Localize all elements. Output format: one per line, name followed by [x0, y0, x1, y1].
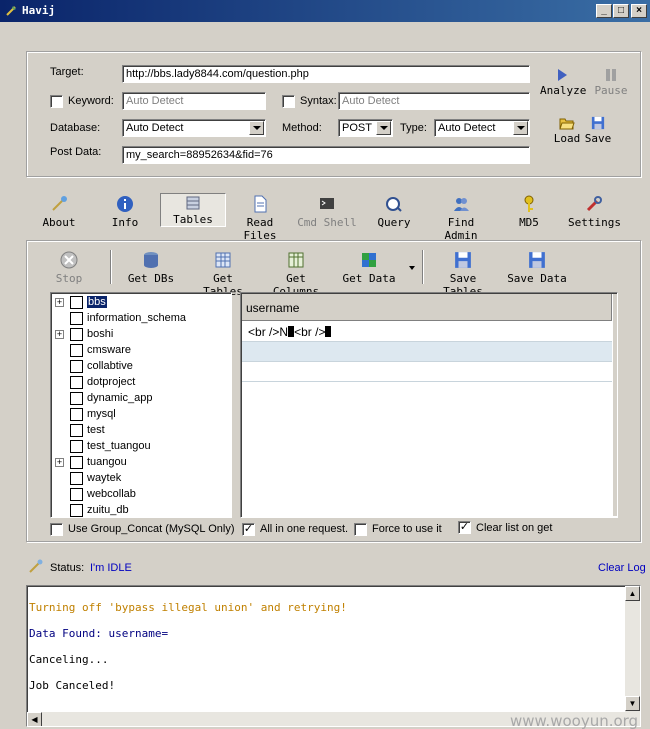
log-line: Turning off 'bypass illegal union' and retrying! [29, 601, 347, 614]
type-select-value: Auto Detect [438, 122, 496, 134]
folder-open-icon [559, 116, 575, 130]
target-input[interactable]: http://bbs.lady8844.com/question.php [122, 65, 530, 83]
status-label: Status: [50, 562, 85, 574]
tree-item-label: test_tuangou [87, 440, 151, 452]
data-icon [360, 251, 378, 269]
maximize-button[interactable]: □ [613, 4, 629, 18]
expand-icon[interactable]: + [56, 457, 63, 467]
tree-item-checkbox[interactable] [70, 296, 83, 309]
tree-item-label: bbs [88, 296, 106, 308]
tree-item[interactable] [51, 359, 231, 375]
tree-item[interactable] [51, 487, 231, 503]
keyword-checkbox[interactable] [50, 95, 63, 108]
close-button[interactable]: × [631, 4, 647, 18]
all-in-one-label: All in one request. [260, 523, 349, 535]
tree-item[interactable] [51, 311, 231, 327]
nav-about[interactable]: About [40, 195, 78, 229]
tree-item[interactable] [51, 503, 231, 518]
grid-header-label: username [246, 301, 300, 315]
nav-tables[interactable]: Tables [160, 193, 226, 227]
database-select[interactable] [122, 119, 266, 137]
stop-icon [60, 251, 78, 269]
toolbar-separator [110, 250, 112, 284]
grid-edge [613, 294, 617, 516]
toolbar-separator [422, 250, 424, 284]
tools-icon [585, 195, 603, 213]
grid-column-header[interactable] [242, 294, 612, 321]
post-data-label: Post Data: [50, 146, 102, 158]
database-label: Database: [50, 122, 101, 134]
type-label: Type: [400, 122, 427, 134]
force-checkbox[interactable] [354, 523, 367, 536]
tree-item-checkbox[interactable] [70, 344, 83, 357]
nav-md5[interactable]: MD5 [514, 195, 544, 229]
expand-icon[interactable]: + [56, 329, 63, 339]
tree-item-label: tuangou [87, 456, 127, 468]
tree-item-label: mysql [87, 408, 116, 420]
terminal-icon [318, 195, 336, 213]
tree-item[interactable] [51, 391, 231, 407]
tree-item[interactable] [51, 407, 231, 423]
tree-item-label: collabtive [87, 360, 133, 372]
watermark: www.wooyun.org [510, 712, 639, 729]
save-tables-button[interactable]: Save [428, 251, 498, 298]
floppy-disk-icon [590, 116, 606, 130]
pause-icon [604, 68, 618, 82]
table-icon [186, 196, 200, 210]
scroll-left-icon[interactable]: ◀ [27, 712, 42, 727]
data-grid[interactable] [240, 292, 618, 518]
tree-item-checkbox[interactable] [70, 360, 83, 373]
chevron-down-icon[interactable] [376, 121, 391, 135]
database-icon [142, 251, 160, 269]
get-data-dropdown-icon[interactable] [409, 266, 415, 270]
scroll-down-icon[interactable]: ▼ [625, 696, 640, 711]
clear-log-link[interactable]: Clear Log [598, 562, 646, 574]
tree-item-checkbox[interactable] [70, 328, 83, 341]
floppy-disk-icon [454, 251, 472, 269]
tree-item[interactable] [51, 375, 231, 391]
title-bar[interactable] [0, 0, 650, 22]
tree-item-label: information_schema [87, 312, 187, 324]
method-select-value: POST [342, 122, 372, 134]
columns-icon [287, 251, 305, 269]
method-label: Method: [282, 122, 322, 134]
nav-read-files[interactable]: Read Files [228, 195, 292, 242]
tree-item[interactable] [51, 343, 231, 359]
tree-item[interactable] [51, 423, 231, 439]
keyword-input[interactable]: Auto Detect [122, 92, 266, 110]
tree-item[interactable] [51, 439, 231, 455]
tree-item[interactable] [51, 471, 231, 487]
get-data-button[interactable]: Get Data [342, 251, 396, 285]
status-wand-icon [28, 558, 44, 574]
stop-button[interactable]: Stop [52, 251, 86, 285]
nav-find-admin[interactable]: Find Admin [428, 195, 494, 242]
wand-icon [50, 195, 68, 213]
tree-item-label: dynamic_app [87, 392, 153, 404]
scroll-up-icon[interactable]: ▲ [625, 586, 640, 601]
syntax-input[interactable]: Auto Detect [338, 92, 530, 110]
tree-item-label: waytek [87, 472, 122, 484]
log-panel[interactable] [26, 585, 641, 727]
save-button[interactable]: Save [583, 116, 613, 145]
group-concat-checkbox[interactable] [50, 523, 63, 536]
target-label: Target: [50, 66, 84, 78]
play-icon [556, 68, 568, 82]
tree-item[interactable] [51, 327, 231, 343]
tree-item-checkbox[interactable] [70, 456, 83, 469]
expand-icon[interactable]: + [56, 297, 63, 307]
tree-item-checkbox[interactable] [70, 424, 83, 437]
users-icon [452, 195, 470, 213]
type-select[interactable] [434, 119, 530, 137]
save-data-button[interactable]: Save Data [506, 251, 568, 285]
method-select[interactable] [338, 119, 393, 137]
database-select-value: Auto Detect [126, 122, 184, 134]
tree-item-checkbox[interactable] [70, 504, 83, 517]
group-concat-label: Use Group_Concat (MySQL Only) [68, 523, 235, 535]
status-value: I'm IDLE [90, 562, 132, 574]
tree-item-checkbox[interactable] [70, 488, 83, 501]
grid-row[interactable] [242, 322, 612, 342]
tree-item[interactable] [51, 295, 231, 311]
grid-row[interactable] [242, 342, 612, 362]
info-icon [116, 195, 134, 213]
nav-settings[interactable]: Settings [568, 195, 620, 229]
tree-item-checkbox[interactable] [70, 472, 83, 485]
load-button[interactable]: Load [552, 116, 582, 145]
tree-item-checkbox[interactable] [70, 376, 83, 389]
tree-item-label: webcollab [87, 488, 136, 500]
tree-item-checkbox[interactable] [70, 392, 83, 405]
log-line: Data Found: username= [29, 627, 169, 640]
get-columns-button[interactable]: Get [262, 251, 330, 298]
tree-item-label: boshi [87, 328, 114, 340]
tree-item-label: dotproject [87, 376, 136, 388]
chevron-down-icon[interactable] [249, 121, 264, 135]
tree-item-label: cmsware [87, 344, 132, 356]
grid-cell: <br />N <br /> [248, 325, 331, 339]
nav-info[interactable]: Info [110, 195, 140, 229]
minimize-button[interactable]: _ [596, 4, 612, 18]
syntax-label: Syntax: [300, 95, 337, 107]
tree-item-checkbox[interactable] [70, 440, 83, 453]
pause-button[interactable]: Pause [594, 68, 628, 97]
table-grid-icon [214, 251, 232, 269]
post-data-input[interactable]: my_search=88952634&fid=76 [122, 146, 530, 164]
tree-item[interactable] [51, 455, 231, 471]
window-title: Havij [22, 4, 56, 17]
havij-app-icon [4, 4, 18, 18]
key-icon [520, 195, 538, 213]
get-tables-button[interactable]: Get [192, 251, 254, 298]
nav-cmd-shell[interactable]: Cmd Shell [296, 195, 358, 229]
database-tree[interactable] [50, 292, 232, 518]
grid-row[interactable] [242, 362, 612, 382]
clear-list-checkbox[interactable]: ✓ [459, 521, 470, 533]
tree-item-checkbox[interactable] [70, 312, 83, 325]
floppy-disk-icon [528, 251, 546, 269]
syntax-checkbox[interactable] [282, 95, 295, 108]
all-in-one-checkbox[interactable]: ✓ [243, 523, 254, 535]
query-icon [385, 195, 403, 213]
tree-item-label: test [87, 424, 105, 436]
log-line: Job Canceled! [29, 679, 116, 692]
chevron-down-icon[interactable] [513, 121, 528, 135]
analyze-button[interactable]: Analyze [540, 68, 584, 97]
log-line: Canceling... [29, 653, 109, 666]
clear-list-label: Clear list on get [476, 522, 553, 534]
log-vscrollbar[interactable] [625, 586, 640, 726]
keyword-label: Keyword: [68, 95, 114, 107]
get-dbs-button[interactable]: Get DBs [126, 251, 176, 285]
tree-item-label: zuitu_db [87, 504, 129, 516]
force-label: Force to use it [372, 523, 442, 535]
tree-item-checkbox[interactable] [70, 408, 83, 421]
nav-query[interactable]: Query [376, 195, 412, 229]
document-icon [251, 195, 269, 213]
